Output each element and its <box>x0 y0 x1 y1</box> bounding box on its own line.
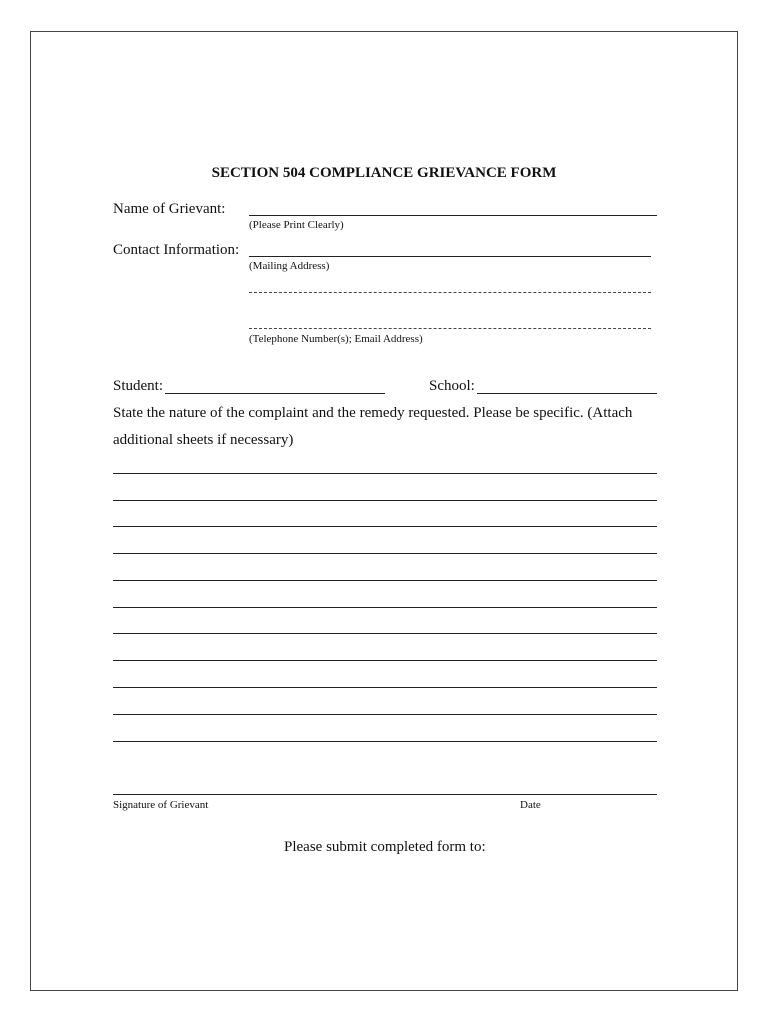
submit-instructions: Please submit completed form to: <box>284 839 486 855</box>
complaint-line[interactable] <box>113 473 657 474</box>
complaint-line[interactable] <box>113 741 657 742</box>
name-of-grievant-label: Name of Grievant: <box>113 201 226 217</box>
date-label: Date <box>520 799 541 811</box>
complaint-line[interactable] <box>113 580 657 581</box>
complaint-line[interactable] <box>113 553 657 554</box>
mailing-address-hint: (Mailing Address) <box>249 260 330 272</box>
instructions-line-1: State the nature of the complaint and the remedy requested. Please be specific. (Attach <box>113 405 633 421</box>
mailing-address-field[interactable] <box>249 256 651 257</box>
complaint-line[interactable] <box>113 633 657 634</box>
instructions-line-2: additional sheets if necessary) <box>113 432 294 448</box>
telephone-email-hint: (Telephone Number(s); Email Address) <box>249 333 423 345</box>
complaint-line[interactable] <box>113 526 657 527</box>
complaint-line[interactable] <box>113 607 657 608</box>
mailing-address-line-2[interactable] <box>249 292 651 293</box>
student-field[interactable] <box>165 393 385 394</box>
complaint-line[interactable] <box>113 660 657 661</box>
telephone-email-field[interactable] <box>249 328 651 329</box>
signature-field[interactable] <box>113 794 657 795</box>
complaint-line[interactable] <box>113 687 657 688</box>
signature-label: Signature of Grievant <box>113 799 209 811</box>
student-label: Student: <box>113 378 164 394</box>
school-field[interactable] <box>477 393 657 394</box>
form-title: SECTION 504 COMPLIANCE GRIEVANCE FORM <box>211 165 557 181</box>
complaint-line[interactable] <box>113 500 657 501</box>
name-of-grievant-field[interactable] <box>249 215 657 216</box>
complaint-line[interactable] <box>113 714 657 715</box>
name-hint: (Please Print Clearly) <box>249 219 344 231</box>
contact-information-label: Contact Information: <box>113 242 240 258</box>
school-label: School: <box>429 378 475 394</box>
